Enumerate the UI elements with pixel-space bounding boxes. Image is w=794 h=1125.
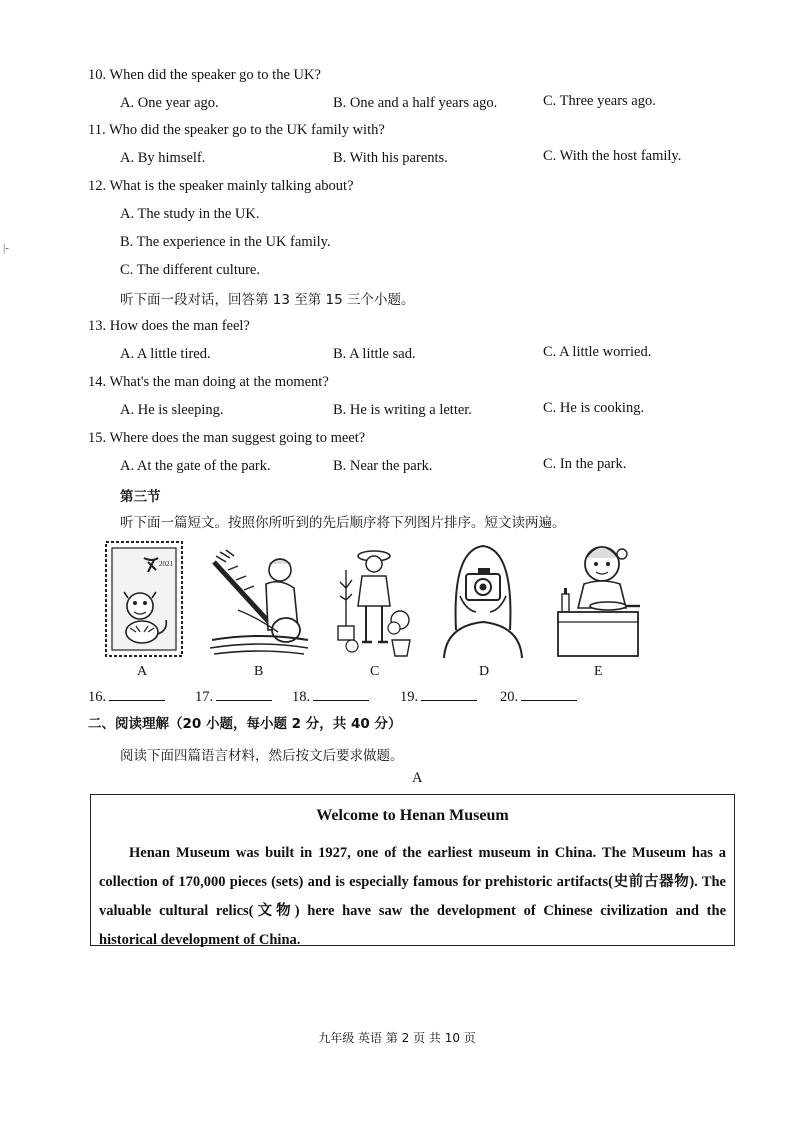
q12-option-a[interactable]: A. The study in the UK. xyxy=(120,206,260,222)
question-text: Where does the man suggest going to meet? xyxy=(109,430,366,446)
passage-label: A xyxy=(412,770,423,786)
q13-option-c[interactable]: C. A little worried. xyxy=(543,344,652,360)
section-instruction: 听下面一篇短文。按照你所听到的先后顺序将下列图片排序。短文读两遍。 xyxy=(120,515,566,531)
stamp-year: 2021 xyxy=(159,560,173,568)
question-10 xyxy=(88,67,321,84)
q11-option-c[interactable]: C. With the host family. xyxy=(543,148,682,164)
question-13 xyxy=(88,318,250,335)
picture-e-cook xyxy=(554,540,644,658)
picture-label-a: A xyxy=(137,664,148,679)
question-15 xyxy=(88,430,365,447)
question-text: When did the speaker go to the UK? xyxy=(109,67,321,83)
question-text: Who did the speaker go to the UK family with? xyxy=(108,122,385,138)
part-2-heading: 二、阅读理解（20 小题，每小题 2 分，共 40 分） xyxy=(88,716,402,732)
q11-option-a[interactable]: A. By himself. xyxy=(120,150,206,166)
question-12 xyxy=(88,178,354,195)
section-heading: 第三节 xyxy=(120,489,161,505)
answer-blank-20[interactable]: 20. xyxy=(500,688,577,706)
question-number: 11. xyxy=(88,122,106,138)
q10-option-a[interactable]: A. One year ago. xyxy=(120,95,219,111)
q15-option-a[interactable]: A. At the gate of the park. xyxy=(120,458,271,474)
question-number: 12. xyxy=(88,178,107,194)
part-2-instruction: 阅读下面四篇语言材料，然后按文后要求做题。 xyxy=(120,748,404,764)
q14-option-b[interactable]: B. He is writing a letter. xyxy=(333,402,472,418)
margin-mark: |- xyxy=(3,242,9,254)
q14-option-a[interactable]: A. He is sleeping. xyxy=(120,402,224,418)
picture-label-c: C xyxy=(370,664,380,679)
q15-option-c[interactable]: C. In the park. xyxy=(543,456,627,472)
q13-option-a[interactable]: A. A little tired. xyxy=(120,346,211,362)
picture-a-stamp xyxy=(104,540,184,658)
q14-option-c[interactable]: C. He is cooking. xyxy=(543,400,645,416)
question-number: 13. xyxy=(88,318,107,334)
question-number: 10. xyxy=(88,67,107,83)
answer-blank-16[interactable]: 16. xyxy=(88,688,165,706)
question-text: What's the man doing at the moment? xyxy=(109,374,329,390)
q12-option-c[interactable]: C. The different culture. xyxy=(120,262,260,278)
question-14 xyxy=(88,374,329,391)
passage-text: Henan Museum was built in 1927, one of the earliest museum in China. The Museum has a collection of 170,000 pieces (sets) and is especially famous for prehistoric artifacts(史前古器物). The valuable cultural relics(文物) here have saw the development of Chinese civilization and the historical development of China. xyxy=(99,845,726,948)
picture-d-photographer xyxy=(440,540,526,660)
question-number: 14. xyxy=(88,374,107,390)
picture-label-e: E xyxy=(594,664,603,679)
question-number: 15. xyxy=(88,430,107,446)
q13-option-b[interactable]: B. A little sad. xyxy=(333,346,416,362)
answer-blank-18[interactable]: 18. xyxy=(292,688,369,706)
instruction-13-15: 听下面一段对话，回答第 13 至第 15 三个小题。 xyxy=(120,292,415,308)
page-footer: 九年级 英语 第 2 页 共 10 页 xyxy=(318,1031,476,1045)
question-text: What is the speaker mainly talking about? xyxy=(109,178,354,194)
q10-option-c[interactable]: C. Three years ago. xyxy=(543,93,656,109)
q11-option-b[interactable]: B. With his parents. xyxy=(333,150,448,166)
passage-box xyxy=(90,794,735,946)
q10-option-b[interactable]: B. One and a half years ago. xyxy=(333,95,498,111)
picture-b-musician xyxy=(208,540,310,658)
q15-option-b[interactable]: B. Near the park. xyxy=(333,458,433,474)
answer-blank-19[interactable]: 19. xyxy=(400,688,477,706)
question-11 xyxy=(88,122,385,139)
picture-c-gardener xyxy=(332,540,416,662)
answer-blank-17[interactable]: 17. xyxy=(195,688,272,706)
passage-title: Welcome to Henan Museum xyxy=(316,807,509,824)
question-text: How does the man feel? xyxy=(109,318,250,334)
q12-option-b[interactable]: B. The experience in the UK family. xyxy=(120,234,331,250)
picture-label-b: B xyxy=(254,664,264,679)
picture-label-d: D xyxy=(479,664,490,679)
